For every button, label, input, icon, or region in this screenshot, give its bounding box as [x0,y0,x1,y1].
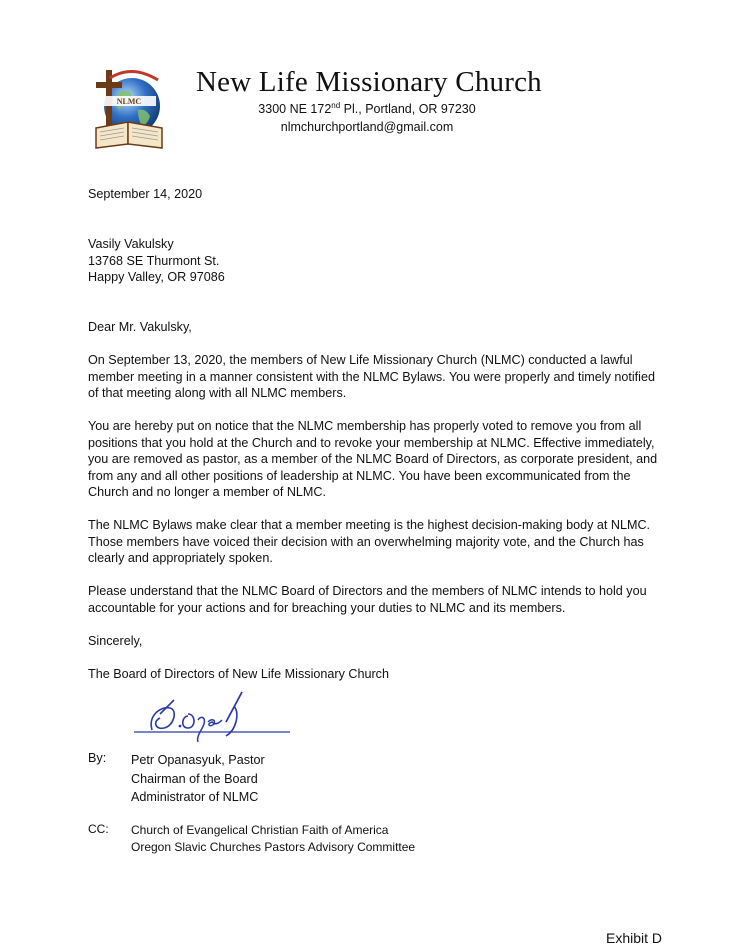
signer-title: Chairman of the Board [131,771,258,786]
church-logo [88,66,170,150]
paragraph-meeting: On September 13, 2020, the members of New Life Missionary Church (NLMC) conducted a lawful member meeting in a manner consistent with the NLMC Bylaws. You were properly and timely notified of that meeting along with all NLMC members. [88,353,655,401]
by-label: By: [88,751,107,765]
recipient-street: 13768 SE Thurmont St. [88,253,220,268]
signer-role: Administrator of NLMC [131,790,259,805]
paragraph-accountability: Please understand that the NLMC Board of Directors and the members of NLMC intends to hold you accountable for your actions and for breaching your duties to NLMC and its members. [88,584,647,615]
church-email: nlmchurchportland@gmail.com [280,120,454,134]
church-name: New Life Missionary Church [196,66,542,98]
exhibit-label: Exhibit D [606,930,663,946]
closing: Sincerely, [88,634,143,648]
paragraph-bylaws: The NLMC Bylaws make clear that a member meeting is the highest decision-making body at NLMC. Those members have voiced their decision with an overwhelming majority vote, and the Church has clearly and appropriately spoken. [88,518,651,566]
salutation: Dear Mr. Vakulsky, [88,320,192,334]
paragraph-removal: You are hereby put on notice that the NLMC membership has properly voted to remove you from all positions that you hold at the Church and to revoke your membership at NLMC. Effective immediately, you are removed as pastor, as a member of the NLMC Board of Directors, as corporate president, and from any and all other positions of leadership at NLMC. You have been excommunicated from the Church and no longer a member of NLMC. [88,419,658,500]
signer-name: Petr Opanasyuk, Pastor [131,753,265,767]
recipient-address [88,236,658,286]
signer-details [131,751,265,807]
cc-recipient: Oregon Slavic Churches Pastors Advisory Committee [131,839,416,854]
signatory-organization: The Board of Directors of New Life Missionary Church [88,667,389,681]
letter-date: September 14, 2020 [88,187,203,201]
cc-recipient: Church of Evangelical Christian Faith of America [131,823,389,837]
handwritten-signature [130,686,296,746]
church-address: 3300 NE 172nd Pl., Portland, OR 97230 [258,100,476,116]
cc-label: CC: [88,822,109,836]
recipient-city: Happy Valley, OR 97086 [88,270,225,285]
cc-recipients [131,822,415,855]
recipient-name: Vasily Vakulsky [88,237,174,251]
svg-text:NLMC: NLMC [116,97,142,106]
